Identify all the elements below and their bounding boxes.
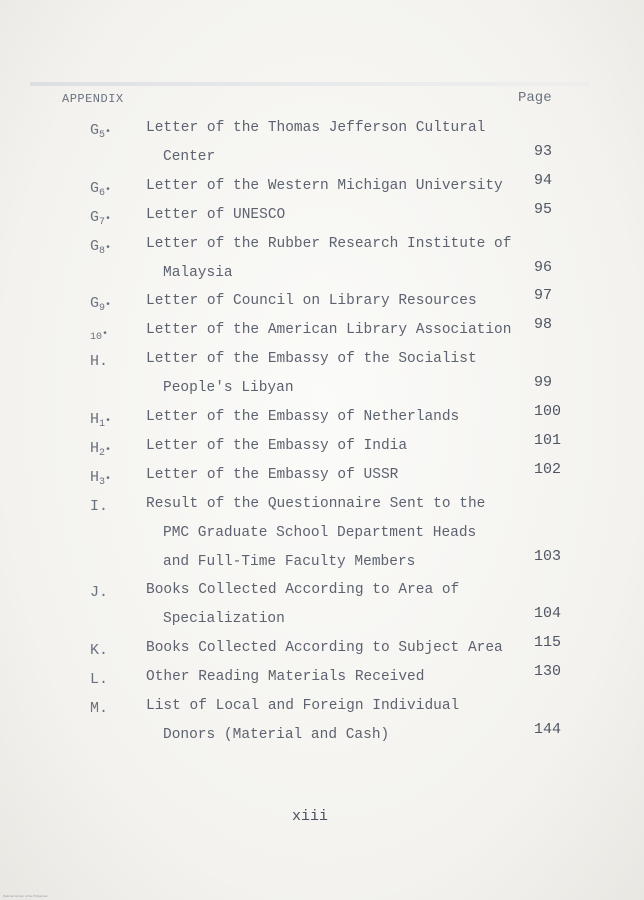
- entry-code: [90, 295, 111, 314]
- entry-page-number: 97: [534, 287, 553, 305]
- entry-code: [90, 671, 108, 688]
- entry-code-letter: K.: [90, 642, 109, 660]
- library-stamp: National Library of the Philippines: [3, 894, 48, 898]
- entry-title-continued: Center: [163, 148, 216, 165]
- entry-code: [90, 498, 108, 515]
- entry-code-dot: •: [105, 416, 112, 427]
- entry-code-letter: J.: [90, 584, 109, 602]
- entry-title: Books Collected According to Area of: [146, 582, 460, 599]
- entry-code-letter: M.: [90, 700, 109, 717]
- entry-page-number: 99: [534, 374, 553, 392]
- entry-code-subscript: 5: [99, 130, 106, 141]
- entry-title: Letter of the American Library Association: [146, 322, 512, 339]
- entry-title: Letter of the Embassy of the Socialist: [146, 351, 477, 368]
- entry-code-subscript: 2: [99, 447, 106, 459]
- entry-code-letter: G: [90, 237, 100, 255]
- entry-code-dot: •: [105, 473, 112, 485]
- entry-code-letter: L.: [90, 671, 109, 689]
- entry-title: Other Reading Materials Received: [146, 669, 425, 686]
- entry-code-subscript: 6: [99, 187, 106, 199]
- entry-code-subscript: 9: [99, 303, 106, 315]
- entry-title: Letter of the Rubber Research Institute of: [146, 235, 512, 252]
- entry-code: [90, 440, 111, 459]
- entry-code: [90, 353, 108, 370]
- entry-title: Letter of the Embassy of Netherlands: [146, 409, 460, 425]
- entry-code-dot: •: [105, 300, 112, 312]
- entry-code-letter: I.: [90, 497, 109, 515]
- entry-code-subscript: 10: [90, 332, 103, 344]
- entry-code-subscript: 8: [99, 245, 106, 257]
- entry-code: [90, 180, 111, 199]
- entry-title: Letter of the Embassy of India: [146, 437, 408, 454]
- entry-title: Letter of Council on Library Resources: [146, 293, 477, 310]
- entry-code-letter: G: [90, 295, 100, 313]
- entry-title-continued: People's Libyan: [163, 380, 294, 397]
- page-number-footer: xiii: [292, 808, 329, 825]
- entry-code: [90, 700, 108, 717]
- entry-title: List of Local and Foreign Individual: [146, 698, 460, 714]
- entry-page-number: 98: [534, 316, 553, 334]
- entry-code: [90, 469, 111, 488]
- entry-title: Letter of the Western Michigan University: [146, 177, 503, 194]
- entry-page-number: 104: [534, 605, 562, 623]
- entry-code: [90, 411, 111, 430]
- entry-code: [90, 209, 111, 228]
- entry-page-number: 95: [534, 200, 553, 218]
- entry-page-number: 144: [534, 720, 562, 738]
- entry-page-number: 93: [534, 142, 553, 160]
- entry-page-number: 94: [534, 171, 553, 189]
- entry-code: [90, 122, 111, 141]
- entry-page-number: 102: [534, 460, 562, 478]
- entry-title-continued: Malaysia: [163, 264, 233, 281]
- entry-code-dot: •: [105, 444, 112, 456]
- entry-title-continued: PMC Graduate School Department Heads: [163, 524, 477, 541]
- entry-code: [90, 238, 111, 257]
- entry-page-number: 115: [534, 634, 562, 652]
- entry-code-dot: •: [102, 329, 109, 341]
- entry-title: Letter of the Thomas Jefferson Cultural: [146, 120, 486, 136]
- scan-artifact-line: [30, 82, 590, 86]
- entry-title: Books Collected According to Subject Area: [146, 640, 503, 657]
- entry-code-dot: •: [105, 127, 112, 138]
- entry-code-subscript: 3: [99, 476, 106, 488]
- entry-title: Result of the Questionnaire Sent to the: [146, 495, 486, 512]
- entry-page-number: 101: [534, 431, 562, 449]
- entry-code-letter: G: [90, 122, 100, 139]
- appendix-heading: APPENDIX: [62, 92, 124, 106]
- entry-title-continued: and Full-Time Faculty Members: [163, 553, 416, 570]
- entry-code-dot: •: [105, 213, 112, 225]
- entry-code-letter: H: [90, 468, 100, 486]
- entry-code: [90, 324, 108, 343]
- entry-title: Letter of the Embassy of USSR: [146, 466, 399, 483]
- entry-title-continued: Specialization: [163, 611, 285, 628]
- entry-code-dot: •: [105, 242, 112, 254]
- entry-code-letter: G: [90, 179, 100, 197]
- entry-page-number: 130: [534, 663, 562, 681]
- entry-page-number: 100: [534, 403, 562, 420]
- entry-code-subscript: 1: [99, 419, 106, 430]
- entry-code-dot: •: [105, 184, 112, 196]
- entry-title: Letter of UNESCO: [146, 206, 286, 223]
- entry-code-letter: H.: [90, 353, 109, 371]
- entry-title-continued: Donors (Material and Cash): [163, 726, 390, 743]
- entry-code-letter: H: [90, 411, 100, 428]
- entry-code: [90, 642, 108, 659]
- entry-page-number: 103: [534, 547, 562, 565]
- entry-code: [90, 584, 108, 601]
- entry-code-letter: H: [90, 439, 100, 457]
- entry-code-subscript: 7: [99, 216, 106, 228]
- entry-page-number: 96: [534, 258, 553, 276]
- page-column-heading: Page: [518, 90, 552, 106]
- entry-code-letter: G: [90, 208, 100, 226]
